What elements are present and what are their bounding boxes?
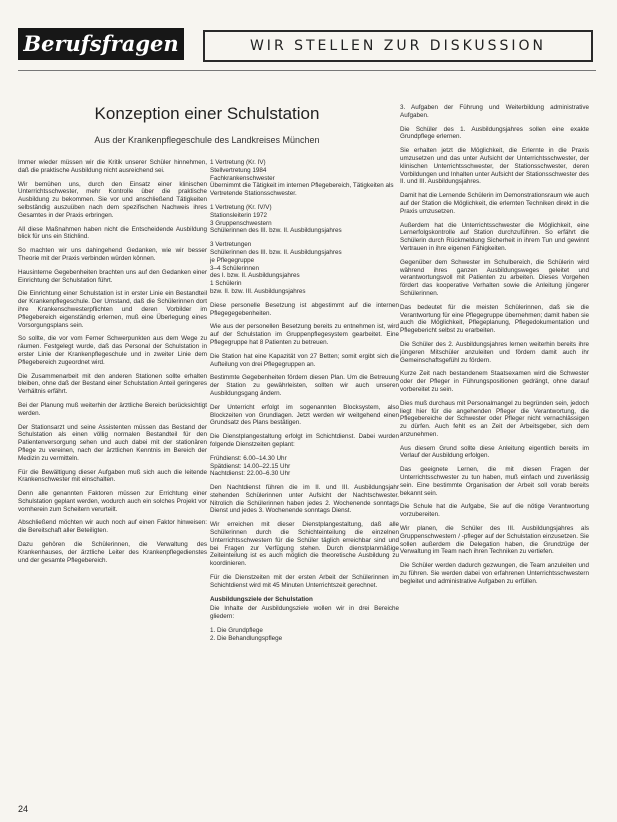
- paragraph: Dies muß durchaus mit Personalmangel zu begründen sein, jedoch liegt hier für die angehenden Pfleger die Verantwortung, die Pflegebereiche der Schwester oder Pfleger nicht vernachlässigen zu dürfen. Auch fehlt es an Zeit der Arbeitsgeber, sich dem anzunehmen.: [400, 399, 589, 438]
- article-subtitle: Aus der Krankenpflegeschule des Landkreises München: [94, 135, 320, 145]
- text-column-right: [400, 104, 589, 812]
- paragraph: Die Schüler des 1. Ausbildungsjahres sollen eine exakte Grundpflege erlernen.: [400, 125, 589, 141]
- paragraph: So machten wir uns dahingehend Gedanken, wie wir besser Theorie mit der Praxis verbinden würden können.: [18, 247, 207, 262]
- section-banner: WIR STELLEN ZUR DISKUSSION: [203, 30, 593, 62]
- paragraph: Diese personelle Besetzung ist abgestimmt auf die internen Pflegegegebenheiten.: [210, 301, 399, 317]
- paragraph: Die Inhalte der Ausbildungsziele wollen wir in drei Bereiche gliedern:: [210, 605, 399, 621]
- paragraph: Das geeignete Lernen, die mit diesen Fragen der Unterrichtsschwester zu tun haben, muß einfach und zuverlässig sein. Eine bestimmte Organisation der Arbeit soll vorab bereits bekannt sein.: [400, 466, 589, 497]
- paragraph: Die Dienstplangestaltung erfolgt im Schichtdienst. Dabei wurden folgende Dienstzeiten geplant:: [210, 433, 399, 448]
- paragraph: Hausinterne Gegebenheiten brachten uns auf den Gedanken einer Einrichtung der Schulstation führt.: [18, 268, 207, 284]
- paragraph: Für die Dienstzeiten mit der ersten Arbeit der Schülerinnen im Schichtdienst wird mit 45 Minuten Unterrichtszeit gerechnet.: [210, 574, 399, 589]
- paragraph: Wir bemühen uns, durch den Einsatz einer klinischen Unterrichtsschwester, mehr Kontrolle über die praktische Ausbildung zu bekommen. Sie vor und anschließend Tätigkeiten selbständig auszuüben nach dem spezifischen Nachweis ihres Gesamtes in der Praxis erbringen.: [18, 180, 207, 219]
- paragraph: Denn alle genannten Faktoren müssen zur Errichtung einer Schulstation geplant werden, wodurch auch ein solches Projekt vor vornherein zum Scheitern verurteilt.: [18, 490, 207, 513]
- header-rule: [18, 70, 596, 71]
- paragraph: Gegenüber dem Schwester im Schulbereich, die Schülerin wird während ihres ganzen Ausbildungsweges geleitet und verantwortungsvoll mit Patienten zu arbeiten. Dieses Vorgehen fördert das kooperative Verhalten sowie die Anleitung jüngerer Schülerinnen.: [400, 258, 589, 297]
- paragraph: Für die Bewältigung dieser Aufgaben muß sich auch die leitende Krankenschwester mit einschalten.: [18, 468, 207, 484]
- paragraph: All diese Maßnahmen haben nicht die Entscheidende Ausbildung blick für uns ein Stichlind.: [18, 225, 207, 241]
- paragraph: Wie aus der personellen Besetzung bereits zu entnehmen ist, wird auf der Schulstation im Gruppenpflegesystem gearbeitet. Eine Pflegegruppe hat 8 Patienten zu betreuen.: [210, 323, 399, 346]
- paragraph: Die Station hat eine Kapazität von 27 Betten; somit ergibt sich die Aufteilung von drei Pflegegruppen an.: [210, 352, 399, 368]
- paragraph: Wir planen, die Schüler des III. Ausbildungsjahres als Gruppenschwestern / -pfleger auf der Schulstation einzusetzen. Sie sollen außerdem die Delegation haben, die Grundzüge der Verwaltung im Team nach ihren Techniken zu vertiefen.: [400, 525, 589, 556]
- paragraph: Die Schüler des 2. Ausbildungsjahres lernen weiterhin bereits ihre jüngeren Mitschüler anzuleiten und fördern damit auch ihr Gemeinschaftsgefühl zu fördern.: [400, 340, 589, 364]
- page-number: 24: [18, 804, 29, 814]
- paragraph: Den Nachtdienst führen die im II. und III. Ausbildungsjahr stehenden Schülerinnen unter Aufsicht der Nachtschwester. Nitrolich die Schülerinnen haben jedes 2. Wochenende sonntags Dienst und jedes 3. Wochenende sonntags Dienst.: [210, 484, 399, 515]
- paragraph: 1. Die Grundpflege 2. Die Behandlungspflege: [210, 627, 283, 642]
- section-badge: Berufsfragen: [18, 28, 184, 60]
- paragraph: Aus diesem Grund sollte diese Anleitung eigentlich bereits im Verlauf der Ausbildung erfolgen.: [400, 444, 589, 460]
- paragraph: Bestimmte Gegebenheiten fördern diesen Plan. Um die Betreuung der Station zu gewährleisten, sollten wir auch unseren Ausbildungsgang ändern.: [210, 374, 399, 397]
- paragraph: Dazu gehören die Schülerinnen, die Verwaltung des Krankenhauses, der ärztliche Leiter des Krankenpflegedienstes und der gesamte Pflegebereich.: [18, 541, 207, 564]
- paragraph: Immer wieder müssen wir die Kritik unserer Schüler hinnehmen, daß die praktische Ausbildung nicht ausreichend sei.: [18, 159, 207, 174]
- paragraph: Die Einrichtung einer Schulstation ist in erster Linie ein Bestandteil der Krankenpflegeschule. Der Umstand, daß die Schülerinnen dort ihre Krankenschwesterpflichten und deren Vorbilder im Pflegebereich eigenständig erlernen, muß eine Überlegung eines Vorsorgungsplans sein.: [18, 290, 207, 329]
- paragraph: Außerdem hat die Unterrichtsschwester die Möglichkeit, eine Lernerfolgskontrolle auf Station durchzuführen. So erfährt die Schülerin durch Rückmeldung Sicherheit in ihrem Tun und gewinnt Vertrauen in ihre eigenen Fähigkeiten.: [400, 221, 589, 252]
- paragraph: 1 Vertretung (Kr. IV/V) Stationsleiterin 1972 3 Gruppenschwestern Schülerinnen des III. bzw. II. Ausbildungsjahres: [210, 203, 342, 235]
- paragraph: Abschließend möchten wir auch noch auf einen Faktor hinweisen: die Bereitschaft aller Beteiligten.: [18, 519, 207, 535]
- paragraph: 3. Aufgaben der Führung und Weiterbildung administrative Aufgaben.: [400, 104, 589, 119]
- text-column-middle: [210, 159, 399, 813]
- paragraph: Wir erreichen mit dieser Dienstplangestaltung, daß alle Schülerinnen durch die Schichteinteilung die einzelnen Unterrichtsschwestern für die Schüler täglich erreichbar sind und bei Fragen zur Verfügung stehen. Durch dienstplanmäßige Zeiteinteilung ist es auch möglich die theoretische Ausbildung zu koordinieren.: [210, 521, 399, 568]
- paragraph: Damit hat die Lernende Schülerin im Demonstrationsraum wie auch auf der Station die Möglichkeit, die erlernten Techniken direkt in die Praxis umzusetzen.: [400, 192, 589, 215]
- paragraph: 1 Vertretung (Kr. IV) Stellvertretung 1984 Fachkrankenschwester Übernimmt die Tätigkeit im internen Pflegebereich, Tätigkeiten als Vertretende Stationsschwester.: [210, 159, 394, 198]
- text-column-left: [18, 159, 207, 813]
- paragraph: 3 Vertretungen Schülerinnen des III. bzw. II. Ausbildungsjahres je Pflegegruppe 3–4 Schülerinnen des I. bzw. II. Ausbildungsjahres 1 Schülerin bzw. II. bzw. III. Ausbildungsjahres: [210, 241, 342, 295]
- paragraph: Kurze Zeit nach bestandenem Staatsexamen wird die Schwester oder der Pfleger in Führungspositionen gedrängt, ohne darauf vorbereitet zu sein.: [400, 370, 589, 393]
- paragraph: Sie erhalten jetzt die Möglichkeit, die Erlernte in die Praxis umzusetzen und das unter Aufsicht der Unterrichtsschwester, der klinischen Unterrichtsschwester, der Stationsschwester, deren Vorbildungen und Inhalten unter Aufsicht der Stationsschwester des II. und III. Ausbildungsjahres.: [400, 147, 589, 186]
- paragraph: Der Stationsarzt und seine Assistenten müssen das Bestand der Schulstation als einen völlig normalen Bestandteil für den Patientenversorgung sehen und auch dabei mit der stationären Pflege zu vereinen, nach der ärztlichen Kenntnis im Bereich der Medizin zu vermitteln.: [18, 423, 207, 462]
- paragraph: Die Zusammenarbeit mit den anderen Stationen sollte erhalten bleiben, ohne daß der Bestand einer Schulstation Anteil geringeres Verhältnis erfährt.: [18, 372, 207, 396]
- paragraph: Ausbildungsziele der Schulstation: [210, 595, 313, 603]
- paragraph: Die Schule hat die Aufgabe, Sie auf die nötige Verantwortung vorzubereiten.: [400, 503, 589, 519]
- paragraph: Die Schüler werden dadurch gezwungen, die Team anzuleiten und zu führen. Sie werden dabei von erfahrenen Unterrichtsschwestern begleitet und administrative Aufgaben zu erfüllen.: [400, 562, 589, 585]
- paragraph: So sollte, die vor vom Ferner Schwerpunkten aus dem Wege zu räumen. Festgelegt wurde, daß das Personal der Schulstation in erster Linie der Krankenpflegeschule und in zweiter Linie dem Pflegebereich zugeordnet wird.: [18, 335, 207, 366]
- paragraph: Der Unterricht erfolgt im sogenannten Blocksystem, also Blockzeiten von Grundlagen. Jetzt werden wir weitgehend einen Grundsatz des Plans bestätigen.: [210, 403, 399, 427]
- paragraph: Bei der Planung muß weiterhin der ärztliche Bereich berücksichtigt werden.: [18, 401, 207, 417]
- paragraph: Das bedeutet für die meisten Schülerinnen, daß sie die Verantwortung für eine Pflegegruppe übernehmen; damit haben sie auch die Möglichkeit, Pflegeplanung, Pflegedokumentation und Pflegebericht selbst zu erarbeiten.: [400, 303, 589, 335]
- paragraph: Frühdienst: 6.00–14.30 Uhr Spätdienst: 14.00–22.15 Uhr Nachtdienst: 22.00–6.30 Uhr: [210, 454, 291, 478]
- article-title: Konzeption einer Schulstation: [94, 104, 320, 123]
